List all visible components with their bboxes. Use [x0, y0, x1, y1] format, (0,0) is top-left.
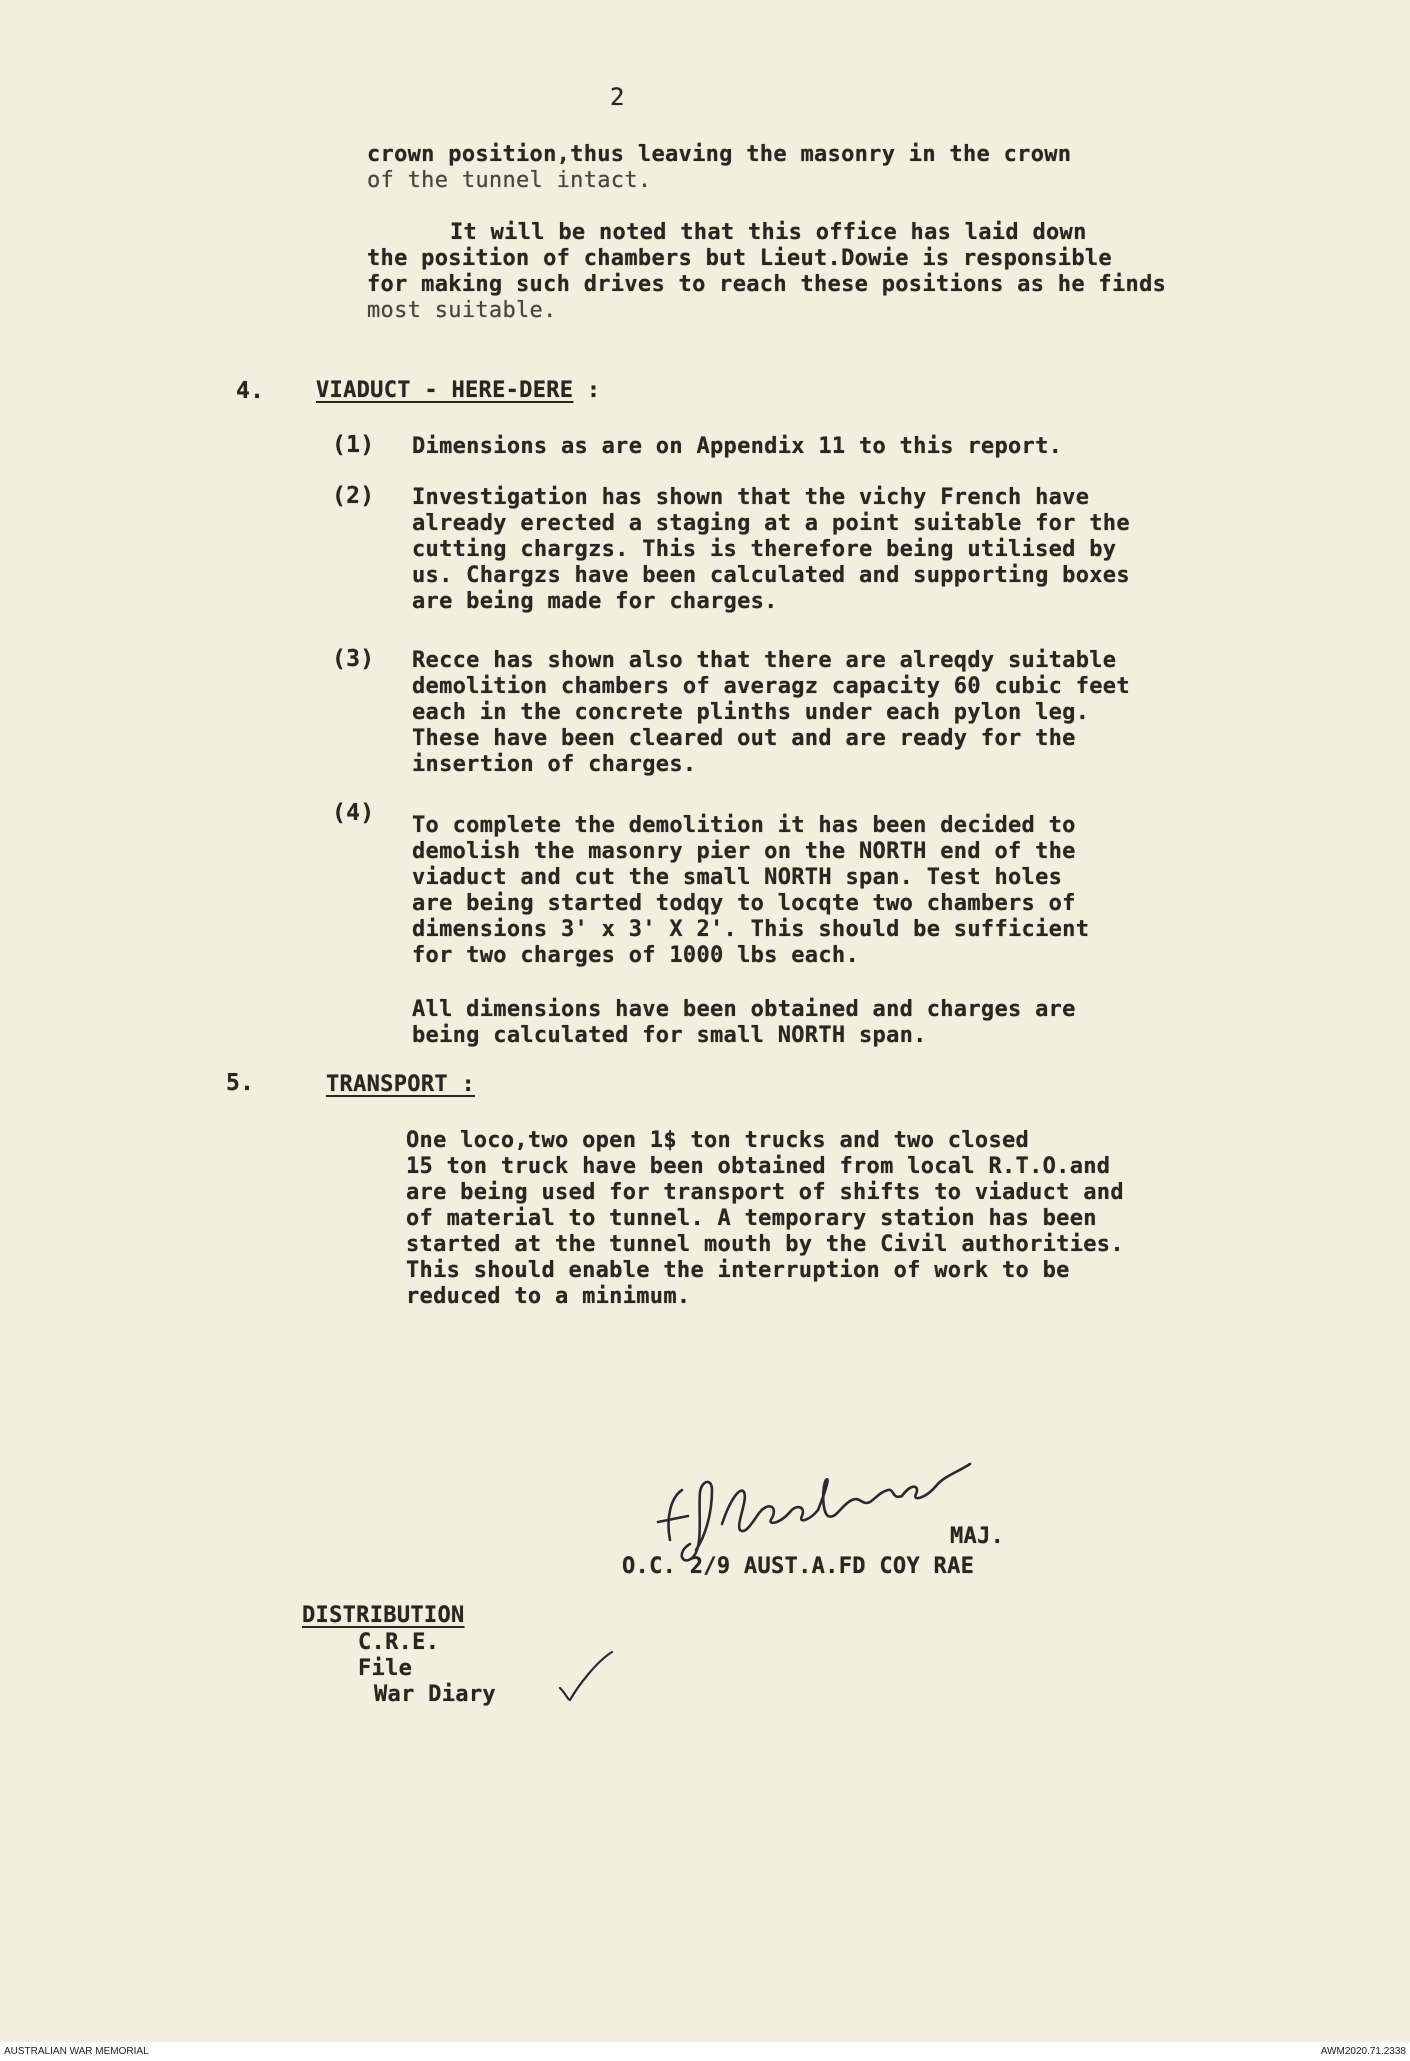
item-1-label: (1)	[332, 432, 375, 458]
item-3-line-1: Recce has shown also that there are alreqdy suitable	[412, 648, 1117, 673]
footer-reference: AWM2020.71.2338	[1320, 2046, 1406, 2057]
item-4-label: (4)	[332, 800, 375, 826]
item-4-line-5: dimensions 3' x 3' X 2'. This should be sufficient	[412, 917, 1090, 942]
intro-para-line-1: It will be noted that this office has laid down	[450, 220, 1087, 245]
section-5-line-4: of material to tunnel. A temporary station has been	[406, 1206, 1097, 1231]
section-4-heading-colon: :	[586, 378, 601, 403]
section-4-closing-line-1: All dimensions have been obtained and charges are	[412, 997, 1076, 1022]
intro-line-1: crown position,thus leaving the masonry in the crown	[367, 142, 1072, 167]
page-number: 2	[610, 83, 625, 111]
section-4-number: 4.	[236, 378, 265, 404]
intro-para-line-3: for making such drives to reach these positions as he finds	[367, 272, 1167, 297]
item-3-label: (3)	[332, 646, 375, 672]
signatory-unit: O.C. 2/9 AUST.A.FD COY RAE	[622, 1554, 975, 1579]
item-2-line-5: are being made for charges.	[412, 589, 778, 614]
section-4-closing-line-2: being calculated for small NORTH span.	[412, 1023, 927, 1048]
item-1-line-1: Dimensions as are on Appendix 11 to this report.	[412, 434, 1063, 459]
section-5-heading: TRANSPORT :	[326, 1072, 475, 1097]
distribution-item-cre: C.R.E.	[358, 1630, 440, 1655]
intro-para-line-2: the position of chambers but Lieut.Dowie is responsible	[367, 246, 1112, 271]
section-4-heading-text: VIADUCT - HERE-DERE	[316, 378, 574, 403]
item-3-line-4: These have been cleared out and are ready for the	[412, 726, 1076, 751]
item-3-line-5: insertion of charges.	[412, 752, 697, 777]
section-5-number: 5.	[226, 1070, 255, 1096]
footer-bar	[0, 2042, 1410, 2061]
handwritten-signature	[640, 1420, 990, 1570]
item-4-line-4: are being started todqy to locqte two chambers of	[412, 891, 1076, 916]
item-3-line-2: demolition chambers of averagz capacity 60 cubic feet	[412, 674, 1130, 699]
item-2-line-3: cutting chargzs. This is therefore being utilised by	[412, 537, 1117, 562]
item-4-line-6: for two charges of 1000 lbs each.	[412, 943, 859, 968]
item-2-line-4: us. Chargzs have been calculated and supporting boxes	[412, 563, 1130, 588]
section-5-line-5: started at the tunnel mouth by the Civil authorities.	[406, 1232, 1124, 1257]
distribution-heading: DISTRIBUTION	[302, 1603, 465, 1628]
footer-institution: AUSTRALIAN WAR MEMORIAL	[4, 2046, 149, 2057]
item-2-line-1: Investigation has shown that the vichy French have	[412, 485, 1090, 510]
intro-line-2: of the tunnel intact.	[367, 168, 652, 193]
section-5-line-7: reduced to a minimum.	[406, 1284, 691, 1309]
item-2-line-2: already erected a staging at a point suitable for the	[412, 511, 1130, 536]
item-4-line-2: demolish the masonry pier on the NORTH end of the	[412, 839, 1076, 864]
section-5-line-1: One loco,two open 1$ ton trucks and two closed	[406, 1128, 1030, 1153]
item-4-line-1: To complete the demolition it has been decided to	[412, 813, 1076, 838]
section-5-line-2: 15 ton truck have been obtained from local R.T.O.and	[406, 1154, 1111, 1179]
check-mark-icon	[556, 1648, 616, 1706]
item-3-line-3: each in the concrete plinths under each pylon leg.	[412, 700, 1090, 725]
intro-para-line-4: most suitable.	[367, 298, 557, 323]
section-5-line-6: This should enable the interruption of work to be	[406, 1258, 1070, 1283]
distribution-item-war-diary: War Diary	[374, 1682, 496, 1707]
item-2-label: (2)	[332, 483, 375, 509]
signatory-rank: MAJ.	[950, 1524, 1005, 1549]
section-4-heading	[316, 378, 600, 404]
distribution-item-file: File	[358, 1656, 413, 1681]
section-5-line-3: are being used for transport of shifts to viaduct and	[406, 1180, 1124, 1205]
item-4-line-3: viaduct and cut the small NORTH span. Test holes	[412, 865, 1063, 890]
